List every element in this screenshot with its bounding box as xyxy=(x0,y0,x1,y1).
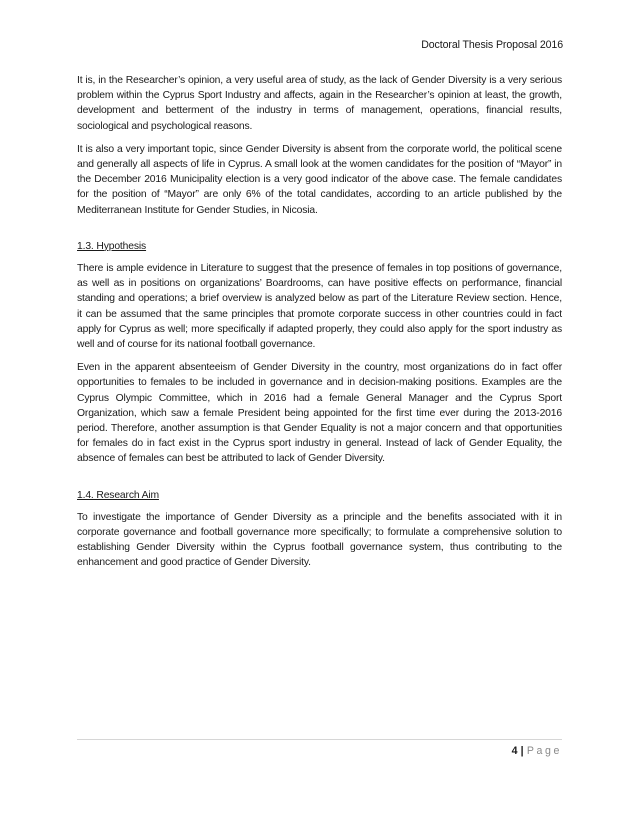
hypothesis-section xyxy=(77,239,562,467)
page-word: Page xyxy=(526,745,562,757)
footer-divider xyxy=(77,739,562,740)
document-body xyxy=(77,73,562,571)
intro-section xyxy=(77,73,562,218)
hypothesis-paragraph-1: There is ample evidence in Literature to suggest that the presence of females in top positions of governance, as well as in positions on organizations’ Boardrooms, can have positive effects on performance, financial standing and operations; a brief overview is analyzed below as part of the Literature Review section. Hence, it can be assumed that the same principles that promote corporate success in other countries could in fact apply for Cyprus as well; more specifically if adapted properly, they could also apply for the sport industry as well and of course for its national football governance. xyxy=(77,263,562,351)
intro-paragraph-2: It is also a very important topic, since Gender Diversity is absent from the corporate world, the political scene and generally all aspects of life in Cyprus. A small look at the women candidates for the position of “Mayor” in the December 2016 Municipality election is a very good indicator of the above case. The female candidates for the position of “Mayor” are only 6% of the total candidates, according to an article published by the Mediterranean Institute for Gender Studies, in Nicosia. xyxy=(77,143,562,216)
research-aim-paragraph-1: To investigate the importance of Gender Diversity as a principle and the benefits associated with it in corporate governance and football governance more specifically; to formulate a comprehensive solution to establishing Gender Diversity within the Cyprus football governance system, thus contributing to the enhancement and good practice of Gender Diversity. xyxy=(77,511,562,569)
page-number: 4 xyxy=(511,745,518,757)
research-aim-section xyxy=(77,488,562,571)
page-number-footer xyxy=(512,745,562,757)
hypothesis-heading: 1.3. Hypothesis xyxy=(77,240,147,252)
intro-paragraph-1: It is, in the Researcher’s opinion, a very useful area of study, as the lack of Gender Diversity is a very serious problem within the Cyprus Sport Industry and affects, again in the Researcher’s opinion at least, the growth, development and betterment of the industry in terms of management, operations, financial results, sociological and psychological reasons. xyxy=(77,75,562,132)
hypothesis-paragraph-2: Even in the apparent absenteeism of Gender Diversity in the country, most organizations do in fact offer opportunities to females to be included in governance and in decision-making positions. Examples are the Cyprus Olympic Committee, which in 2016 had a female General Manager and the Cyprus Sport Organization, which saw a female President being appointed for the first time ever during the 2013-2016 period. Therefore, another assumption is that Gender Equality is not a major concern and that opportunities for females do in fact exist in the Cyprus sport industry in general. Instead of lack of Gender Equality, the absence of females can best be attributed to lack of Gender Diversity. xyxy=(77,362,562,465)
section-spacer xyxy=(77,467,562,488)
running-header: Doctoral Thesis Proposal 2016 xyxy=(421,39,563,51)
page-separator: | xyxy=(520,745,524,757)
section-spacer xyxy=(77,218,562,239)
research-aim-heading: 1.4. Research Aim xyxy=(77,489,159,501)
